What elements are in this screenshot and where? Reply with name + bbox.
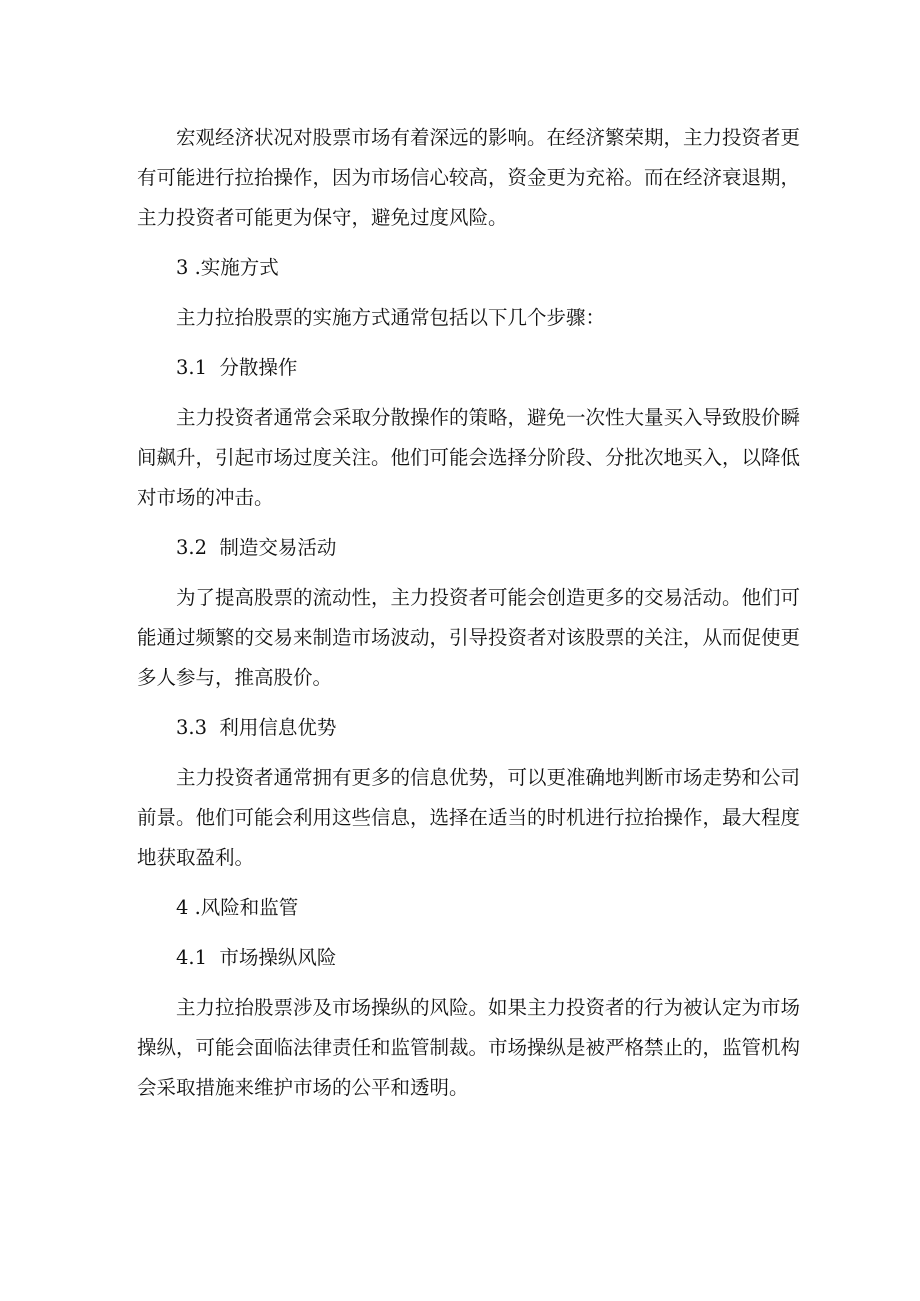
subsection-heading-3-1: 3.1 分散操作 bbox=[176, 356, 298, 379]
paragraph-macro-economy: 宏观经济状况对股票市场有着深远的影响。在经济繁荣期，主力投资者更有可能进行拉抬操作，因为市场信心较高，资金更为充裕。而在经济衰退期，主力投资者可能更为保守，避免过度风险。 bbox=[137, 126, 801, 229]
paragraph-dispersed-operation: 主力投资者通常会采取分散操作的策略，避免一次性大量买入导致股价瞬间飙升，引起市场过度关注。他们可能会选择分阶段、分批次地买入，以降低对市场的冲击。 bbox=[137, 406, 801, 509]
subsection-heading-3-3: 3.3 利用信息优势 bbox=[176, 716, 337, 739]
section-heading-3: 3 .实施方式 bbox=[176, 256, 279, 279]
subsection-heading-4-1: 4.1 市场操纵风险 bbox=[176, 946, 337, 969]
paragraph-manipulation-risk: 主力拉抬股票涉及市场操纵的风险。如果主力投资者的行为被认定为市场操纵，可能会面临法律责任和监管制裁。市场操纵是被严格禁止的，监管机构会采取措施来维护市场的公平和透明。 bbox=[137, 996, 801, 1099]
paragraph-information-advantage: 主力投资者通常拥有更多的信息优势，可以更准确地判断市场走势和公司前景。他们可能会利用这些信息，选择在适当的时机进行拉抬操作，最大程度地获取盈利。 bbox=[137, 766, 801, 869]
paragraph-trading-activity: 为了提高股票的流动性，主力投资者可能会创造更多的交易活动。他们可能通过频繁的交易来制造市场波动，引导投资者对该股票的关注，从而促使更多人参与，推高股价。 bbox=[137, 586, 801, 689]
paragraph-implementation-intro: 主力拉抬股票的实施方式通常包括以下几个步骤： bbox=[176, 306, 606, 329]
subsection-heading-3-2: 3.2 制造交易活动 bbox=[176, 536, 337, 559]
section-heading-4: 4 .风险和监管 bbox=[176, 896, 299, 919]
